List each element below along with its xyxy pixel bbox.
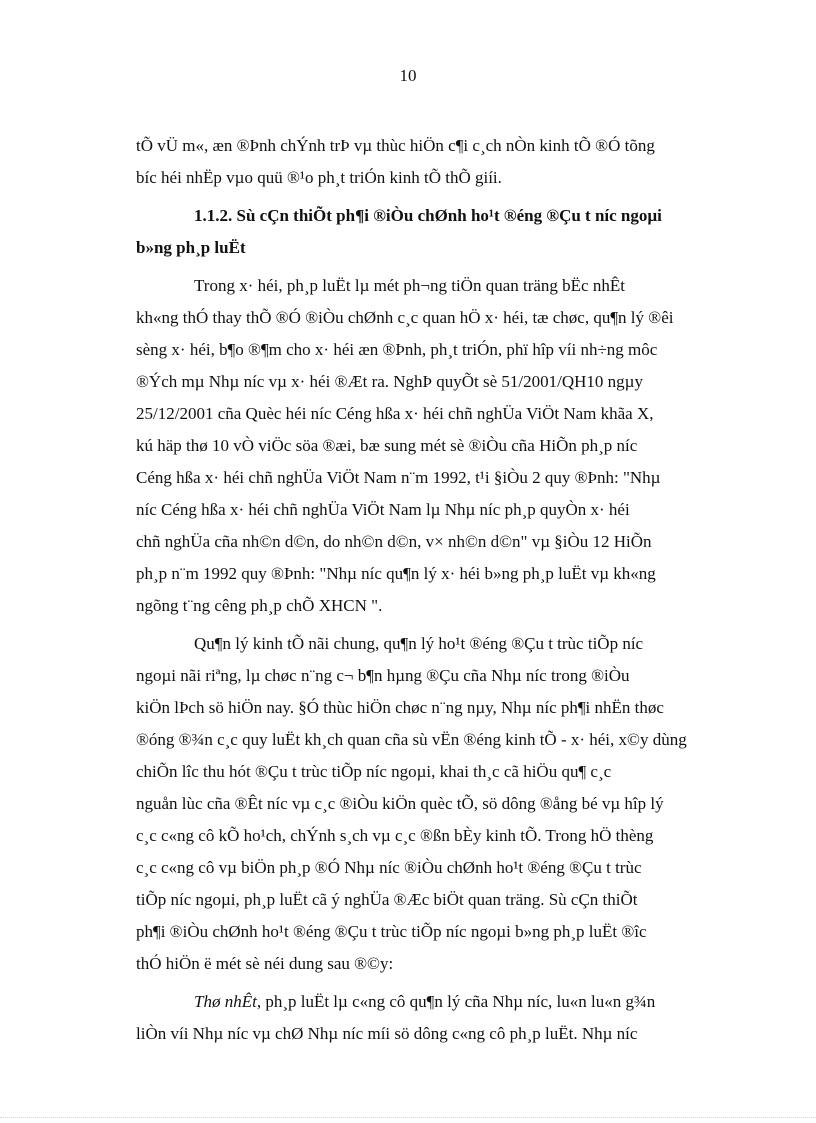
first-point-text: , ph¸p luËt lµ c«ng cô qu¶n lý cña Nhµ níc, lu«n lu«n g¾n liÒn víi Nhµ níc vµ chØ Nhµ níc míi sö dông c«ng cô ph¸p luËt. Nhµ níc — [136, 992, 656, 1043]
paragraph-law-role: Trong x· héi, ph¸p luËt lµ mét ph¬ng tiÖn quan träng bËc nhÊt kh«ng thÓ thay thÕ ®Ó ®iÒu chØnh c¸c quan hÖ x· héi, tæ chøc, qu¶n lý ®êi sèng x· héi, b¶o ®¶m cho x· héi æn ®Þnh, ph¸t triÓn, phï hîp víi nh÷ng môc ®Ých mµ Nhµ níc vµ x· héi ®Æt ra. NghÞ quyÕt sè 51/2001/QH10 ngµy 25/12/2001 cña Quèc héi níc Céng hßa x· héi chñ nghÜa ViÖt Nam khãa X, kú häp thø 10 vÒ viÖc söa ®æi, bæ sung mét sè ®iÒu cña HiÕn ph¸p níc Céng hßa x· héi chñ nghÜa ViÖt Nam n¨m 1992, t¹i §iÒu 2 quy ®Þnh: "Nhµ níc Céng hßa x· héi chñ nghÜa ViÖt Nam lµ Nhµ níc ph¸p quyÒn x· héi chñ nghÜa cña nh©n d©n, do nh©n d©n, v× nh©n d©n" vµ §iÒu 12 HiÕn ph¸p n¨m 1992 quy ®Þnh: "Nhµ níc qu¶n lý x· héi b»ng ph¸p luËt vµ kh«ng ngõng t¨ng cêng ph¸p chÕ XHCN ". — [136, 276, 674, 615]
bottom-divider — [0, 1117, 816, 1118]
page-number: 10 — [399, 66, 417, 85]
paragraph-economic-management: Qu¶n lý kinh tÕ nãi chung, qu¶n lý ho¹t ®éng ®Çu t trùc tiÕp níc ngoµi nãi riªng, lµ chøc n¨ng c¬ b¶n hµng ®Çu cña Nhµ níc trong ®iÒu kiÖn lÞch sö hiÖn nay. §Ó thùc hiÖn chøc n¨ng nµy, Nhµ níc ph¶i nhËn thøc ®óng ®¾n c¸c quy luËt kh¸ch quan cña sù vËn ®éng kinh tÕ - x· héi, x©y dùng chiÕn lîc thu hót ®Çu t trùc tiÕp níc ngoµi, khai th¸c cã hiÖu qu¶ c¸c nguån lùc cña ®Êt níc vµ c¸c ®iÒu kiÖn quèc tÕ, sö dông ®ång bé vµ hîp lý c¸c c«ng cô kÕ ho¹ch, chÝnh s¸ch vµ c¸c ®ßn bÈy kinh tÕ. Trong hÖ thèng c¸c c«ng cô vµ biÖn ph¸p ®Ó Nhµ níc ®iÒu chØnh ho¹t ®éng ®Çu t trùc tiÕp níc ngoµi, ph¸p luËt cã ý nghÜa ®Æc biÖt quan träng. Sù cÇn thiÕt ph¶i ®iÒu chØnh ho¹t ®éng ®Çu t trùc tiÕp níc ngoµi b»ng ph¸p luËt ®îc thÓ hiÖn ë mét sè néi dung sau ®©y: — [136, 634, 687, 973]
first-point-lead: Thø nhÊt — [194, 992, 257, 1011]
paragraph-first-point — [136, 986, 767, 1050]
document-body — [136, 130, 767, 1056]
continuation-paragraph: tÕ vÜ m«, æn ®Þnh chÝnh trÞ vµ thùc hiÖn c¶i c¸ch nÒn kinh tÕ ®Ó tõng bíc héi nhËp vµo quü ®¹o ph¸t triÓn kinh tÕ thÕ giíi. — [136, 136, 655, 187]
section-heading: 1.1.2. Sù cÇn thiÕt ph¶i ®iÒu chØnh ho¹t ®éng ®Çu t níc ngoµi b»ng ph¸p luËt — [136, 206, 662, 257]
